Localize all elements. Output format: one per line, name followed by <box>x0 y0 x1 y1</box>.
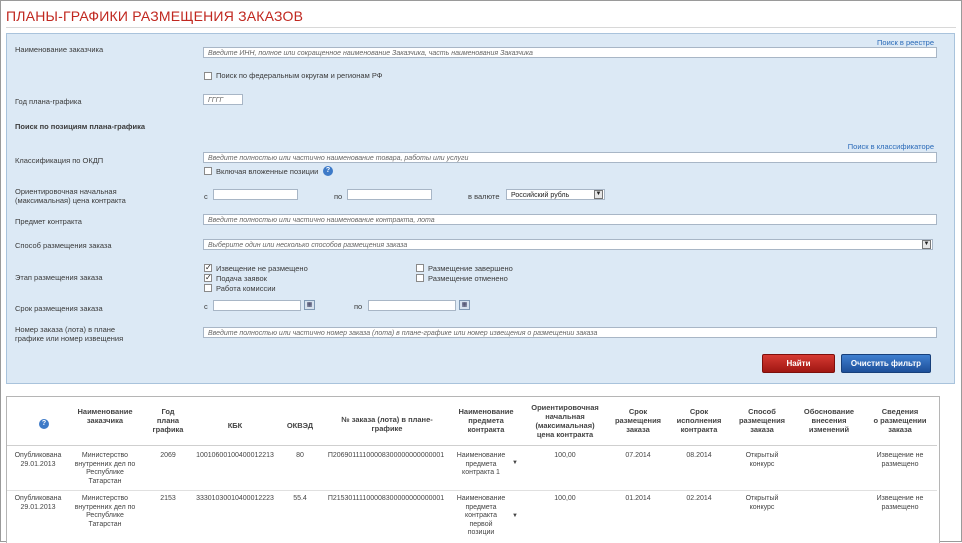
calendar-icon[interactable]: ▦ <box>304 300 315 310</box>
price-to-input[interactable] <box>347 189 432 200</box>
calendar-icon[interactable]: ▦ <box>459 300 470 310</box>
page-title: ПЛАНЫ-ГРАФИКИ РАЗМЕЩЕНИЯ ЗАКАЗОВ <box>6 8 304 24</box>
clear-filter-button[interactable]: Очистить фильтр <box>841 354 931 373</box>
stage-option-not-published: Извещение не размещено <box>216 264 308 273</box>
row-kbk: 33301030010400012223 <box>196 495 274 502</box>
column-header: Год плана графика <box>152 407 184 434</box>
okdp-label: Классификация по ОКДП <box>15 156 104 165</box>
column-header: Срок исполнения контракта <box>676 407 722 434</box>
row-divider <box>7 490 937 491</box>
row-placement-term: 01.2014 <box>625 495 651 502</box>
subject-label: Предмет контракта <box>15 217 82 226</box>
position-search-section-title: Поиск по позициям плана-графика <box>15 122 146 131</box>
row-year: 2069 <box>160 452 176 459</box>
expand-arrow-icon[interactable]: ▼ <box>512 513 518 519</box>
row-order-number[interactable]: П21530111100008300000000000001 <box>327 495 445 502</box>
column-header: Обоснование внесения изменений <box>803 407 855 434</box>
column-header: Способ размещения заказа <box>738 407 786 434</box>
row-price: 100,00 <box>554 452 576 459</box>
column-header: Сведения о размещении заказа <box>873 407 927 434</box>
stage-option-applications: Подача заявок <box>216 274 267 283</box>
column-header: Ориентировочная начальная (максимальная) цена контракта <box>531 403 599 439</box>
registry-search-link[interactable]: Поиск в реестре <box>877 38 934 47</box>
price-from-label: с <box>204 192 208 201</box>
column-header: Наименование заказчика <box>77 407 133 425</box>
federal-search-checkbox[interactable] <box>204 72 212 80</box>
nested-positions-checkbox[interactable] <box>204 167 212 175</box>
stage-checkbox-completed[interactable] <box>416 264 424 272</box>
method-select[interactable]: Выберите один или несколько способов размещения заказа <box>203 239 933 250</box>
period-to-input[interactable] <box>368 300 456 311</box>
row-customer: Министерство внутренних дел по Республике Татарстан <box>74 452 136 485</box>
stage-label: Этап размещения заказа <box>15 273 103 282</box>
row-method: Открытый конкурс <box>745 495 779 511</box>
order-number-label: Номер заказа (лота) в плане графике или номер извещения <box>15 325 124 343</box>
row-status: Опубликована 29.01.2013 <box>14 452 62 468</box>
row-execution-term: 02.2014 <box>686 495 712 502</box>
row-placement-term: 07.2014 <box>625 452 651 459</box>
row-execution-term: 08.2014 <box>686 452 712 459</box>
price-from-input[interactable] <box>213 189 298 200</box>
stage-option-commission: Работа комиссии <box>216 284 276 293</box>
okdp-input[interactable]: Введите полностью или частично наименование товара, работы или услуги <box>203 152 937 163</box>
plan-year-label: Год плана-графика <box>15 97 82 106</box>
price-label: Ориентировочная начальная (максимальная) цена контракта <box>15 187 126 205</box>
currency-label: в валюте <box>468 192 500 201</box>
title-divider <box>6 27 956 28</box>
row-year: 2153 <box>160 495 176 502</box>
federal-search-label: Поиск по федеральным округам и регионам РФ <box>216 71 383 80</box>
period-from-input[interactable] <box>213 300 301 311</box>
row-status: Опубликована 29.01.2013 <box>14 495 62 511</box>
stage-checkbox-commission[interactable] <box>204 284 212 292</box>
customer-label: Наименование заказчика <box>15 45 104 54</box>
order-number-input[interactable]: Введите полностью или частично номер заказа (лота) в плане-графике или номер извещения о размещении заказа <box>203 327 937 338</box>
row-customer: Министерство внутренних дел по Республике Татарстан <box>74 495 136 528</box>
column-header: Срок размещения заказа <box>614 407 662 434</box>
price-to-label: по <box>334 192 343 201</box>
period-to-label: по <box>354 302 363 311</box>
row-method: Открытый конкурс <box>745 452 779 468</box>
column-header: Наименование предмета контракта <box>458 407 514 434</box>
stage-checkbox-applications[interactable]: ✓ <box>205 273 212 282</box>
row-okved: 80 <box>296 452 304 459</box>
nested-positions-label: Включая вложенные позиции <box>216 167 319 176</box>
stage-checkbox-not-published[interactable]: ✓ <box>205 263 212 272</box>
currency-select[interactable]: Российский рубль <box>506 189 605 200</box>
chevron-down-icon[interactable]: ▼ <box>923 241 930 247</box>
chevron-down-icon[interactable]: ▼ <box>595 191 602 197</box>
row-kbk: 10010600100400012213 <box>196 452 274 459</box>
row-info: Извещение не размещено <box>876 452 924 468</box>
column-header: КБК <box>227 421 243 430</box>
results-table <box>6 396 940 543</box>
column-header: № заказа (лота) в плане- графике <box>341 415 433 433</box>
row-order-number[interactable]: П20690111100008300000000000001 <box>327 452 445 459</box>
subject-input[interactable]: Введите полностью или частично наименование контракта, лота <box>203 214 937 225</box>
expand-arrow-icon[interactable]: ▼ <box>512 460 518 466</box>
help-icon[interactable]: ? <box>323 166 333 176</box>
column-header: ОКВЭД <box>286 421 314 430</box>
stage-checkbox-cancelled[interactable] <box>416 274 424 282</box>
period-from-label: с <box>204 302 208 311</box>
row-subject: Наименование предмета контракта первой позиции <box>456 495 506 536</box>
method-label: Способ размещения заказа <box>15 241 112 250</box>
search-filter-panel <box>6 33 955 384</box>
customer-input[interactable]: Введите ИНН, полное или сокращенное наименование Заказчика, часть наименования Заказчика <box>203 47 937 58</box>
period-label: Срок размещения заказа <box>15 304 103 313</box>
row-info: Извещение не размещено <box>876 495 924 511</box>
stage-option-cancelled: Размещение отменено <box>428 274 508 283</box>
header-divider <box>7 445 937 446</box>
stage-option-completed: Размещение завершено <box>428 264 513 273</box>
plan-year-input[interactable]: ГГГГ <box>203 94 243 105</box>
help-icon[interactable]: ? <box>39 419 49 429</box>
row-price: 100,00 <box>554 495 576 502</box>
classifier-search-link[interactable]: Поиск в классификаторе <box>847 142 934 151</box>
row-subject: Наименование предмета контракта 1 <box>456 452 506 476</box>
find-button[interactable]: Найти <box>762 354 835 373</box>
row-okved: 55.4 <box>293 495 307 502</box>
